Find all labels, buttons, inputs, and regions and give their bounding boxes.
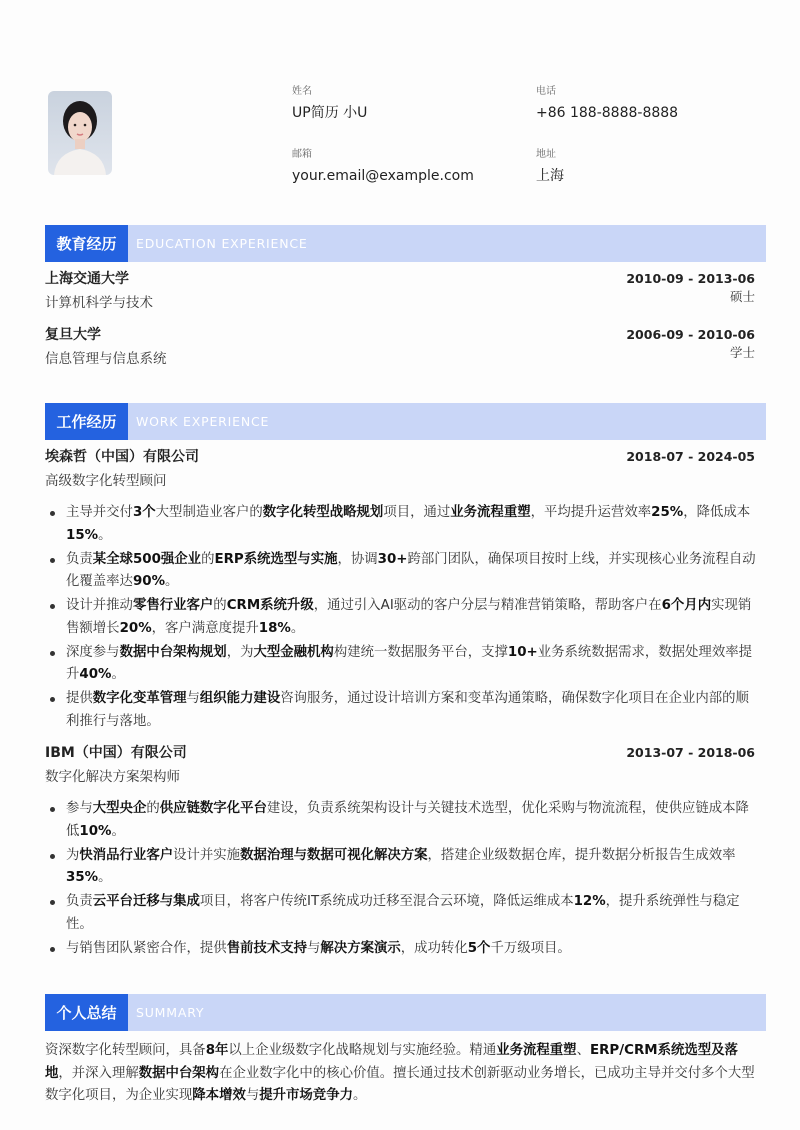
work-bullets: [45, 502, 760, 735]
bullet-item: [45, 798, 760, 843]
summary-title-en: SUMMARY: [136, 1005, 205, 1020]
education-date: 2010-09 - 2013-06: [626, 271, 755, 286]
text: 以上企业级数字化战略规划与实施经验。精通: [228, 1043, 497, 1058]
highlight-text: 售前技术支持: [226, 940, 308, 956]
highlight-text: 数字化变革管理: [92, 691, 187, 706]
work-section-header: [45, 403, 766, 440]
highlight-text: 供应链数字化平台: [159, 801, 267, 816]
text: 。: [111, 667, 125, 682]
text: ，成功转化: [400, 940, 468, 956]
phone-field: [536, 85, 678, 123]
text: ，提升系统弹性与稳定性。: [66, 894, 740, 932]
education-item: [45, 269, 766, 313]
name-field: [292, 85, 367, 123]
highlight-text: 18%: [258, 620, 291, 636]
text: ，为: [226, 644, 254, 660]
name-value: UP简历 小U: [292, 105, 368, 121]
text: 负责: [66, 894, 93, 909]
bullet-item: [45, 891, 760, 936]
text: 、: [576, 1043, 590, 1058]
highlight-text: 40%: [79, 667, 112, 682]
text: 业务系统数据需求，数据处理效率提升: [66, 644, 752, 682]
text: 为: [66, 847, 80, 863]
highlight-text: 数字化转型战略规划: [262, 505, 384, 520]
text: 构建统一数据服务平台，支撑: [333, 644, 508, 660]
highlight-text: 某全球500强企业: [92, 551, 202, 567]
highlight-text: 20%: [119, 620, 152, 636]
text: ，并深入理解: [58, 1065, 139, 1081]
work-date: 2013-07 - 2018-06: [626, 745, 755, 760]
text: 。: [111, 823, 125, 839]
highlight-text: 30+: [377, 551, 408, 567]
highlight-text: 10%: [79, 823, 112, 839]
text: ，协调: [337, 551, 378, 567]
highlight-text: 数据中台架构: [138, 1065, 220, 1081]
text: 设计并实施: [173, 847, 241, 863]
text: 与: [307, 940, 321, 956]
text: ，降低成本: [683, 505, 751, 520]
address-value: 上海: [536, 168, 564, 184]
education-date: 2006-09 - 2010-06: [626, 327, 755, 342]
name-label: 姓名: [292, 86, 312, 97]
degree: 硕士: [729, 289, 755, 304]
highlight-text: 15%: [66, 527, 99, 543]
text: 大型制造业客户的: [155, 505, 263, 520]
text: 参与: [66, 801, 93, 816]
text: 与销售团队紧密合作，提供: [66, 940, 227, 956]
highlight-text: ERP系统选型与实施: [214, 551, 338, 567]
highlight-text: 解决方案演示: [320, 940, 401, 956]
text: 。: [165, 574, 179, 589]
highlight-text: ERP/CRM系统选型及落地: [45, 1043, 738, 1081]
text: ，平均提升运营效率: [530, 505, 652, 520]
work-bullets: [45, 798, 760, 962]
bullet-item: [45, 502, 760, 547]
highlight-text: 云平台迁移与集成: [92, 894, 200, 909]
company-name: IBM（中国）有限公司: [45, 745, 187, 761]
bullet-item: [45, 549, 760, 594]
highlight-text: 10+: [507, 644, 538, 660]
highlight-text: 快消品行业客户: [79, 847, 174, 863]
text: 的: [213, 598, 227, 613]
text: 。: [290, 620, 305, 636]
phone-value: +86 188-8888-8888: [536, 105, 679, 121]
highlight-text: 大型金融机构: [253, 644, 334, 660]
major: 计算机科学与技术: [45, 295, 153, 311]
text: 建设，负责系统架构设计与关键技术选型，优化采购与物流流程，使供应链成本降低: [66, 801, 749, 839]
highlight-text: 25%: [651, 505, 684, 520]
text: 。: [98, 527, 112, 543]
major: 信息管理与信息系统: [45, 351, 167, 367]
text: ，搭建企业级数据仓库，提升数据分析报告生成效率: [427, 847, 736, 863]
highlight-text: 业务流程重塑: [496, 1043, 577, 1058]
summary-title: 个人总结: [45, 994, 128, 1031]
highlight-text: CRM系统升级: [226, 598, 314, 613]
bullet-item: [45, 845, 760, 890]
summary-text: [45, 1040, 757, 1108]
text: 的: [201, 551, 215, 567]
text: 的: [146, 801, 160, 816]
text: 项目，通过: [383, 505, 451, 520]
highlight-text: 业务流程重塑: [450, 505, 531, 520]
text: ，客户满意度提升: [151, 620, 259, 636]
work-item: [45, 447, 766, 491]
highlight-text: 数据治理与数据可视化解决方案: [240, 847, 428, 863]
highlight-text: 组织能力建设: [199, 691, 281, 706]
text: 资深数字化转型顾问，具备: [45, 1043, 206, 1058]
portrait-image: [48, 91, 112, 175]
education-item: [45, 325, 766, 369]
text: 设计并推动: [66, 598, 133, 613]
text: 与: [245, 1088, 260, 1103]
text: 项目，将客户传统IT系统成功迁移至混合云环境，降低运维成本: [199, 894, 574, 909]
education-title-en: EDUCATION EXPERIENCE: [136, 236, 308, 251]
address-field: [536, 148, 564, 186]
text: 提供: [66, 691, 93, 706]
school-name: 复旦大学: [45, 327, 101, 343]
highlight-text: 降本增效: [192, 1088, 246, 1103]
school-name: 上海交通大学: [45, 271, 129, 287]
text: 。: [352, 1088, 367, 1103]
text: 实现销售额增长: [66, 598, 752, 636]
profile-header: [45, 88, 766, 188]
text: 咨询服务，通过设计培训方案和变革沟通策略，确保数字化项目在企业内部的顺利推行与落地。: [66, 691, 749, 729]
education-title: 教育经历: [45, 225, 128, 262]
email-value: your.email@example.com: [292, 168, 474, 184]
bullet-item: [45, 642, 760, 687]
bullet-item: [45, 938, 760, 961]
summary-section-header: [45, 994, 766, 1031]
job-role: 数字化解决方案架构师: [45, 769, 180, 785]
bullet-item: [45, 595, 760, 640]
bullet-item: [45, 688, 760, 733]
text: 与: [186, 691, 200, 706]
education-section-header: [45, 225, 766, 262]
text: 在企业数字化中的核心价值。擅长通过技术创新驱动业务增长，已成功主导并交付多个大型数字化项目，为企业实现: [45, 1065, 755, 1103]
text: 千万级项目。: [490, 940, 571, 956]
address-label: 地址: [536, 149, 556, 160]
highlight-text: 8年: [205, 1043, 229, 1058]
phone-label: 电话: [536, 86, 556, 97]
job-role: 高级数字化转型顾问: [45, 473, 167, 489]
work-item: [45, 743, 766, 787]
text: 。: [98, 870, 112, 885]
highlight-text: 大型央企: [92, 801, 147, 816]
company-name: 埃森哲（中国）有限公司: [45, 449, 199, 465]
work-title: 工作经历: [45, 403, 128, 440]
email-label: 邮箱: [292, 149, 312, 160]
email-field: [292, 148, 474, 186]
highlight-text: 提升市场竞争力: [259, 1088, 353, 1103]
highlight-text: 90%: [132, 574, 166, 589]
text: 跨部门团队，确保项目按时上线，并实现核心业务流程自动化覆盖率达: [66, 551, 756, 589]
text: ，通过引入AI驱动的客户分层与精准营销策略，帮助客户在: [313, 598, 662, 613]
highlight-text: 数据中台架构规划: [119, 644, 227, 660]
avatar: [48, 91, 112, 175]
highlight-text: 3个: [132, 505, 156, 520]
highlight-text: 12%: [573, 894, 606, 909]
work-date: 2018-07 - 2024-05: [626, 449, 755, 464]
highlight-text: 零售行业客户: [132, 598, 214, 613]
highlight-text: 35%: [66, 870, 99, 885]
highlight-text: 5个: [467, 940, 491, 956]
text: 负责: [66, 551, 93, 567]
degree: 学士: [729, 345, 755, 360]
text: 深度参与: [66, 644, 120, 660]
work-title-en: WORK EXPERIENCE: [136, 414, 270, 429]
text: 主导并交付: [66, 505, 133, 520]
highlight-text: 6个月内: [661, 598, 712, 613]
